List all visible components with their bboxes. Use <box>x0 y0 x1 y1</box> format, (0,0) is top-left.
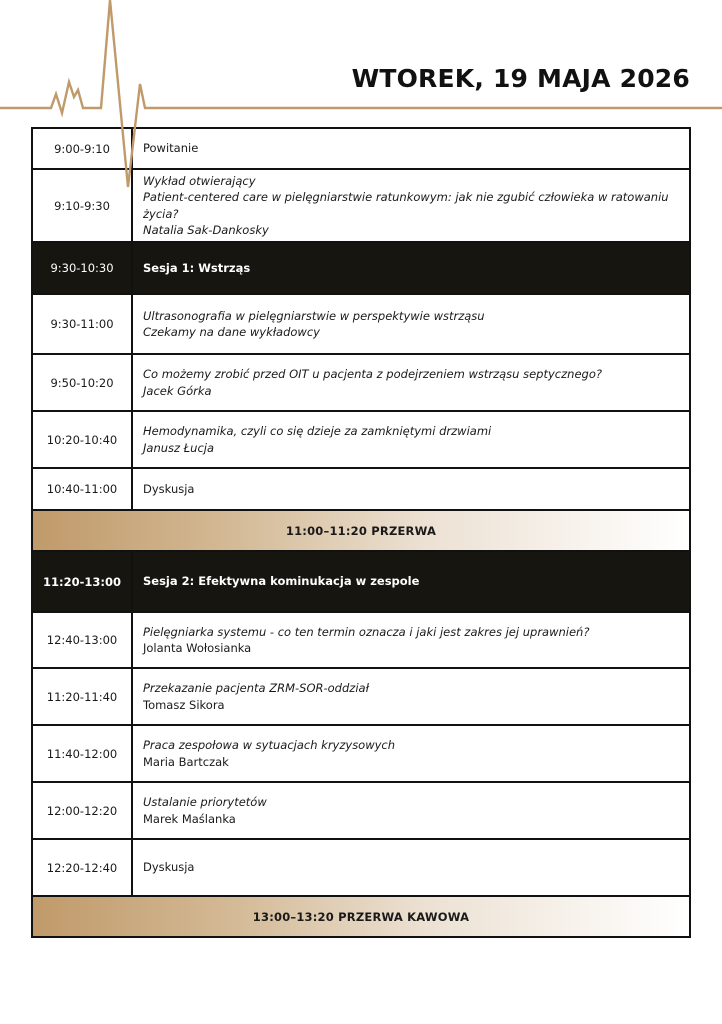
item-speaker: Tomasz Sikora <box>143 697 225 712</box>
schedule-row <box>32 839 690 896</box>
time-cell: 10:20-10:40 <box>32 411 132 468</box>
item-title: Powitanie <box>143 141 199 156</box>
item-title: Dyskusja <box>143 481 195 496</box>
content-cell <box>132 294 690 354</box>
item-speaker: Natalia Sak-Dankosky <box>143 223 269 237</box>
item-title: Hemodynamika, czyli co się dzieje za zamkniętymi drzwiami <box>143 424 492 438</box>
content-cell <box>132 468 690 510</box>
time-cell: 9:50-10:20 <box>32 354 132 411</box>
item-title: Dyskusja <box>143 860 195 875</box>
break-label: 11:00–11:20 PRZERWA <box>32 510 690 551</box>
time-cell: 12:20-12:40 <box>32 839 132 896</box>
schedule-row <box>32 782 690 839</box>
time-cell: 11:20-13:00 <box>32 551 132 612</box>
session-header-row <box>32 242 690 294</box>
content-cell <box>132 354 690 411</box>
content-cell <box>132 725 690 782</box>
content-cell <box>132 128 690 169</box>
break-row <box>32 510 690 551</box>
session-header-row <box>32 551 690 612</box>
item-title: Pielęgniarka systemu - co ten termin oznacza i jaki jest zakres jej uprawnień? <box>143 624 590 639</box>
content-cell <box>132 411 690 468</box>
content-cell <box>132 839 690 896</box>
time-cell: 11:40-12:00 <box>32 725 132 782</box>
item-title: Ustalanie priorytetów <box>143 795 267 809</box>
item-speaker: Marek Maślanka <box>143 811 236 826</box>
schedule-row <box>32 668 690 725</box>
schedule-row <box>32 725 690 782</box>
break-label: 13:00–13:20 PRZERWA KAWOWA <box>32 896 690 937</box>
schedule-row <box>32 128 690 169</box>
item-speaker: Czekamy na dane wykładowcy <box>143 325 320 339</box>
content-cell <box>132 612 690 668</box>
time-cell: 11:20-11:40 <box>32 668 132 725</box>
item-label: Wykład otwierający <box>143 173 256 188</box>
time-cell: 12:40-13:00 <box>32 612 132 668</box>
time-cell: 12:00-12:20 <box>32 782 132 839</box>
time-cell: 10:40-11:00 <box>32 468 132 510</box>
item-speaker: Jolanta Wołosianka <box>143 641 252 655</box>
schedule-row <box>32 411 690 468</box>
schedule-row <box>32 294 690 354</box>
item-title: Co możemy zrobić przed OIT u pacjenta z podejrzeniem wstrząsu septycznego? <box>143 367 602 381</box>
time-cell: 9:10-9:30 <box>32 169 132 242</box>
time-cell: 9:00-9:10 <box>32 128 132 169</box>
schedule-table <box>31 127 691 938</box>
session-title: Sesja 1: Wstrząs <box>132 242 690 294</box>
item-speaker: Maria Bartczak <box>143 754 229 769</box>
session-title: Sesja 2: Efektywna kominukacja w zespole <box>132 551 690 612</box>
item-speaker: Janusz Łucja <box>143 440 215 455</box>
break-row <box>32 896 690 937</box>
schedule-row <box>32 354 690 411</box>
schedule-row <box>32 612 690 668</box>
schedule-row <box>32 169 690 242</box>
content-cell <box>132 668 690 725</box>
time-cell: 9:30-10:30 <box>32 242 132 294</box>
item-speaker: Jacek Górka <box>143 383 212 398</box>
time-cell: 9:30-11:00 <box>32 294 132 354</box>
item-title: Przekazanie pacjenta ZRM-SOR-oddział <box>143 681 369 695</box>
page-title: WTOREK, 19 MAJA 2026 <box>351 64 690 93</box>
item-title: Patient-centered care w pielęgniarstwie ratunkowym: jak nie zgubić człowieka w ratowaniu życia? <box>143 190 669 221</box>
item-title: Praca zespołowa w sytuacjach kryzysowych <box>143 738 396 752</box>
content-cell <box>132 782 690 839</box>
item-title: Ultrasonografia w pielęgniarstwie w perspektywie wstrząsu <box>143 308 485 323</box>
schedule-row <box>32 468 690 510</box>
content-cell <box>132 169 690 242</box>
